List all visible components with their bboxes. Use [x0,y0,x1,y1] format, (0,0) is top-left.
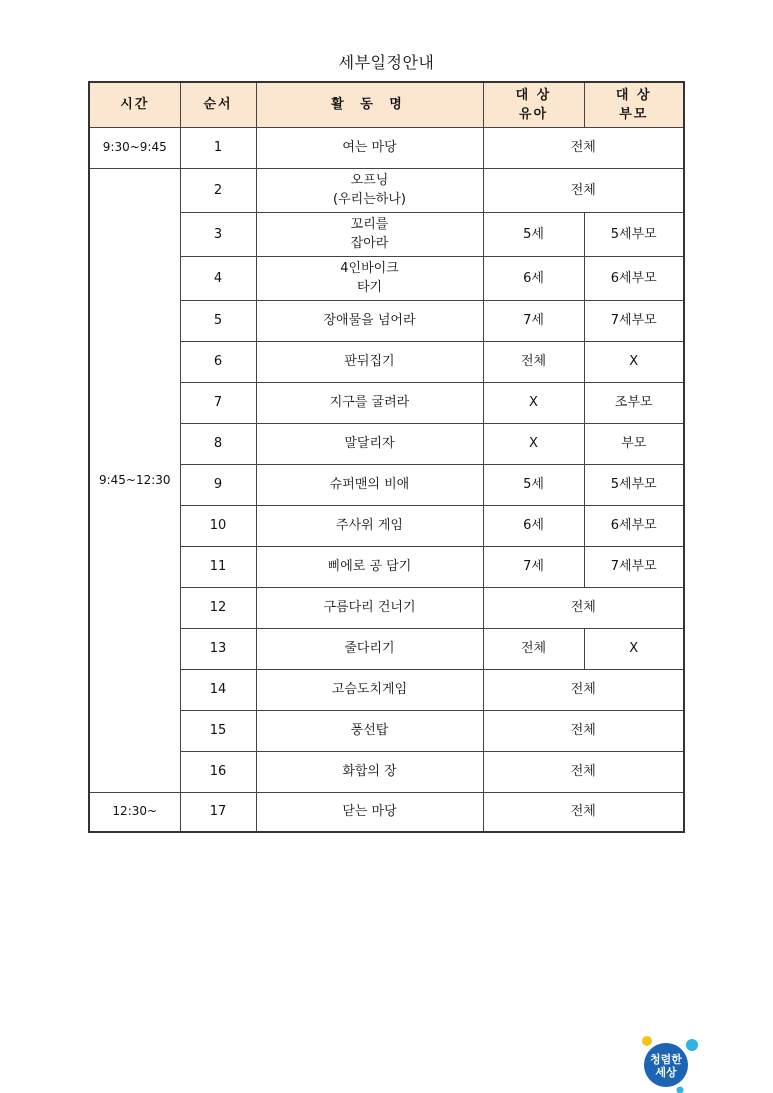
time-cell: 9:30~9:45 [89,127,180,168]
activity-cell: 줄다리기 [256,628,483,669]
target-parent-cell: 6세부모 [584,505,684,546]
activity-line1: 꼬리를 [350,217,389,232]
target-all-cell: 전체 [483,168,684,212]
target-parent-cell: 7세부모 [584,546,684,587]
logo-text-2: 세상 [655,1066,677,1079]
table-row [89,792,684,832]
target-all-cell: 전체 [483,710,684,751]
activity-cell: 말달리자 [256,423,483,464]
target-child-cell: 7세 [483,300,584,341]
order-cell: 3 [180,212,256,256]
target-child-cell: 6세 [483,505,584,546]
table-row [89,168,684,212]
target-child-cell: X [483,382,584,423]
target-parent-cell: X [584,341,684,382]
target-child-cell: 5세 [483,464,584,505]
header-target-child-line2: 유아 [518,106,549,122]
activity-cell: 판뒤집기 [256,341,483,382]
order-cell: 15 [180,710,256,751]
header-target-child [483,82,584,127]
header-target-child-line1: 대 상 [515,87,552,103]
order-cell: 12 [180,587,256,628]
activity-cell: 고슴도치게임 [256,669,483,710]
order-cell: 6 [180,341,256,382]
page-title: 세부일정안내 [338,53,435,72]
header-target-parent [584,82,684,127]
logo-cyan-dot [686,1039,698,1051]
order-cell: 9 [180,464,256,505]
header-target-parent-line2: 부모 [619,106,649,122]
activity-cell: 슈퍼맨의 비애 [256,464,483,505]
order-cell: 8 [180,423,256,464]
activity-cell: 닫는 마당 [256,792,483,832]
order-cell: 7 [180,382,256,423]
target-all-cell: 전체 [483,792,684,832]
activity-line1: 오프닝 [350,173,389,188]
logo-text-1: 청렴한 [650,1053,682,1066]
activity-cell: 화합의 장 [256,751,483,792]
target-child-cell: 전체 [483,341,584,382]
time-cell: 9:45~12:30 [89,168,180,792]
activity-line2: 타기 [356,280,383,295]
target-child-cell: 전체 [483,628,584,669]
target-child-cell: X [483,423,584,464]
activity-cell: 삐에로 공 담기 [256,546,483,587]
order-cell: 13 [180,628,256,669]
header-target-parent-line1: 대 상 [615,87,652,103]
order-cell: 17 [180,792,256,832]
table-row [89,127,684,168]
activity-cell: 풍선탑 [256,710,483,751]
order-cell: 5 [180,300,256,341]
activity-cell: 주사위 게임 [256,505,483,546]
target-parent-cell: 부모 [584,423,684,464]
target-parent-cell: X [584,628,684,669]
target-parent-cell: 5세부모 [584,464,684,505]
target-all-cell: 전체 [483,127,684,168]
order-cell: 4 [180,256,256,300]
organization-logo-icon [636,1033,702,1093]
activity-line2: (우리는하나) [333,192,406,207]
schedule-table [88,81,685,833]
order-cell: 14 [180,669,256,710]
activity-cell [256,256,483,300]
logo-small-dot [677,1087,684,1093]
header-time: 시간 [89,82,180,127]
activity-line1: 4인바이크 [340,261,399,276]
target-child-cell: 5세 [483,212,584,256]
target-child-cell: 6세 [483,256,584,300]
activity-cell: 장애물을 넘어라 [256,300,483,341]
target-all-cell: 전체 [483,587,684,628]
table-header-row [89,82,684,127]
activity-cell [256,212,483,256]
target-parent-cell: 5세부모 [584,212,684,256]
header-activity: 활 동 명 [256,82,483,127]
activity-cell [256,168,483,212]
logo-yellow-dot [642,1036,652,1046]
target-all-cell: 전체 [483,751,684,792]
header-order: 순서 [180,82,256,127]
target-parent-cell: 6세부모 [584,256,684,300]
target-parent-cell: 조부모 [584,382,684,423]
order-cell: 11 [180,546,256,587]
activity-line2: 잡아라 [350,236,389,251]
target-all-cell: 전체 [483,669,684,710]
order-cell: 2 [180,168,256,212]
activity-cell: 구름다리 건너기 [256,587,483,628]
target-child-cell: 7세 [483,546,584,587]
order-cell: 16 [180,751,256,792]
time-cell: 12:30~ [89,792,180,832]
activity-cell: 지구를 굴려라 [256,382,483,423]
order-cell: 1 [180,127,256,168]
activity-cell: 여는 마당 [256,127,483,168]
target-parent-cell: 7세부모 [584,300,684,341]
order-cell: 10 [180,505,256,546]
